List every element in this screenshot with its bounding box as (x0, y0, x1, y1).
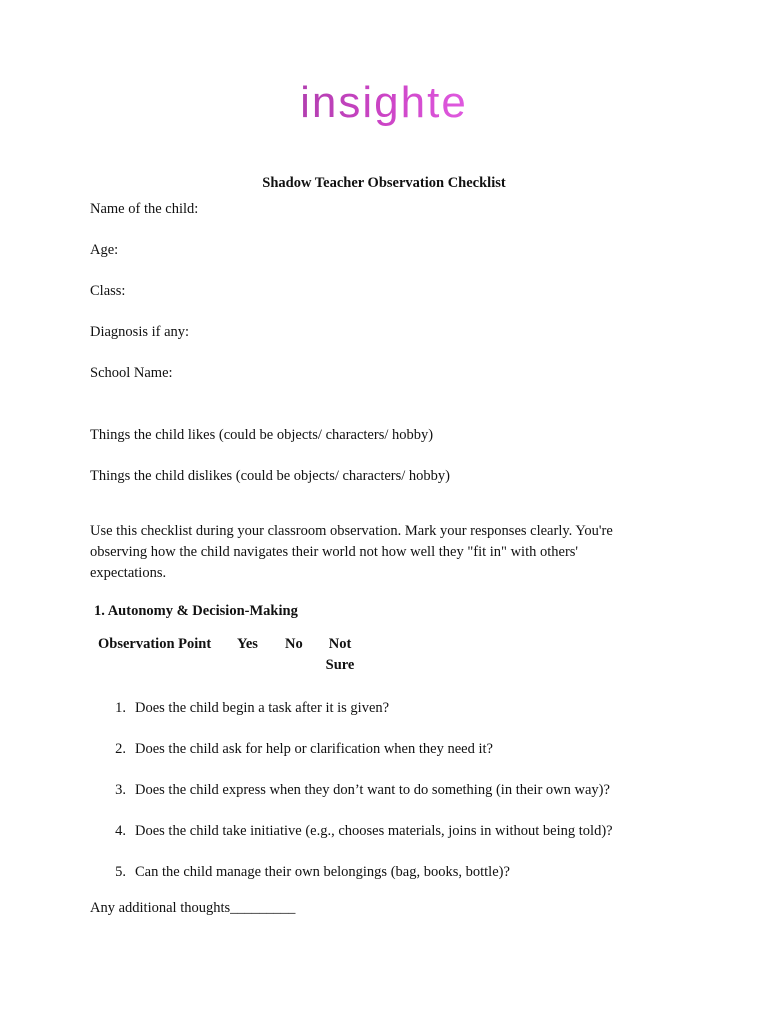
field-school-name: School Name: (90, 365, 173, 381)
question-number: 2. (115, 741, 126, 757)
logo-text: insighte (300, 78, 468, 127)
question-text: Does the child express when they don’t want to do something (in their own way)? (135, 782, 610, 798)
question-number: 1. (115, 700, 126, 716)
question-text: Does the child begin a task after it is given? (135, 700, 390, 716)
document-title: Shadow Teacher Observation Checklist (262, 175, 506, 191)
field-child-name: Name of the child: (90, 201, 199, 217)
question-text: Can the child manage their own belongings (bag, books, bottle)? (135, 864, 510, 880)
field-age: Age: (90, 242, 119, 258)
section-heading: 1. Autonomy & Decision-Making (94, 603, 298, 619)
additional-thoughts: Any additional thoughts_________ (90, 900, 296, 916)
field-class: Class: (90, 283, 126, 299)
question-text: Does the child take initiative (e.g., chooses materials, joins in without being told)? (135, 823, 613, 839)
child-likes-prompt: Things the child likes (could be objects/ characters/ hobby) (90, 427, 434, 443)
column-not-sure: Not Sure (325, 636, 355, 673)
instructions-paragraph: Use this checklist during your classroom observation. Mark your responses clearly. You're observing how the child navigates their world not how well they "fit in" with others' expectations. (90, 523, 613, 581)
column-observation-point: Observation Point (98, 636, 212, 652)
insighte-logo (0, 78, 768, 128)
field-diagnosis: Diagnosis if any: (90, 324, 190, 340)
column-yes: Yes (237, 636, 258, 652)
question-text: Does the child ask for help or clarification when they need it? (135, 741, 493, 757)
child-dislikes-prompt: Things the child dislikes (could be objects/ characters/ hobby) (90, 468, 450, 484)
question-number: 4. (115, 823, 126, 839)
column-no: No (285, 636, 303, 652)
question-number: 5. (115, 864, 126, 880)
question-number: 3. (115, 782, 126, 798)
